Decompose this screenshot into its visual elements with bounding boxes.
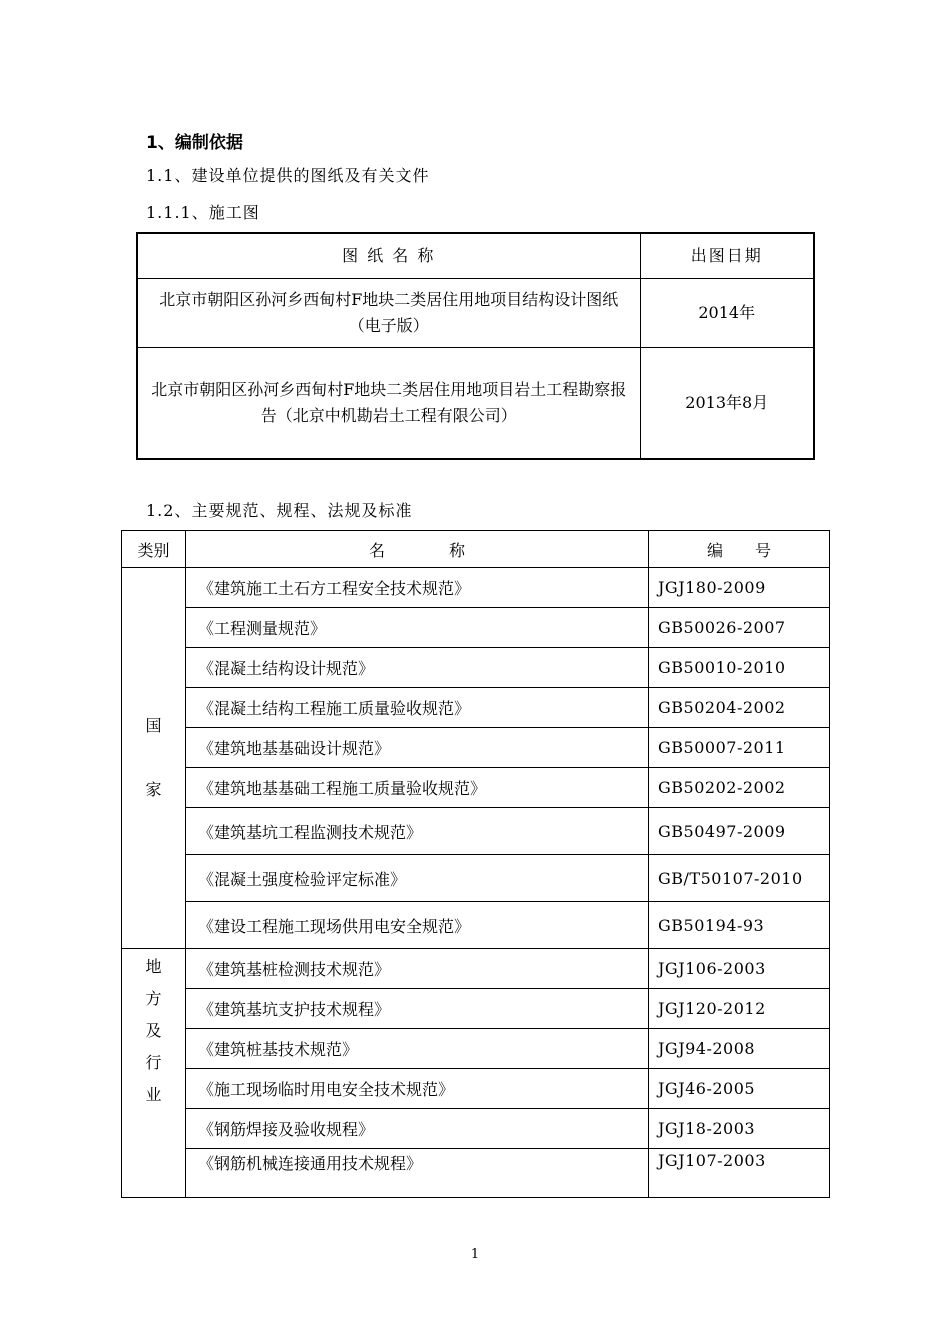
table-row bbox=[122, 608, 830, 648]
standard-code: GB50204-2002 bbox=[649, 688, 830, 728]
drawing-name: 北京市朝阳区孙河乡西甸村F地块二类居住用地项目岩土工程勘察报告（北京中机勘岩土工程有限公司） bbox=[137, 348, 640, 460]
standard-name: 《工程测量规范》 bbox=[186, 608, 649, 648]
standard-code: GB/T50107-2010 bbox=[649, 855, 830, 902]
subsection-heading: 1.1、建设单位提供的图纸及有关文件 bbox=[146, 166, 430, 185]
standard-name: 《建筑施工土石方工程安全技术规范》 bbox=[186, 568, 649, 608]
standard-code: JGJ46-2005 bbox=[649, 1069, 830, 1109]
category-cell bbox=[122, 568, 186, 949]
drawings-table bbox=[136, 232, 815, 460]
standard-name: 《钢筋机械连接通用技术规程》 bbox=[186, 1149, 649, 1198]
standard-code: GB50497-2009 bbox=[649, 808, 830, 855]
table-row bbox=[122, 688, 830, 728]
subsection-heading: 1.2、主要规范、规程、法规及标准 bbox=[146, 501, 413, 520]
standard-code: GB50202-2002 bbox=[649, 768, 830, 808]
category-label: 国 家 bbox=[145, 716, 162, 799]
standard-code: GB50007-2011 bbox=[649, 728, 830, 768]
standard-name: 《混凝土结构工程施工质量验收规范》 bbox=[186, 688, 649, 728]
code-header: 编 号 bbox=[649, 531, 830, 568]
table-row bbox=[122, 568, 830, 608]
table-row bbox=[122, 1069, 830, 1109]
standard-name: 《建筑基桩检测技术规范》 bbox=[186, 949, 649, 989]
standard-code: JGJ120-2012 bbox=[649, 989, 830, 1029]
standard-name: 《钢筋焊接及验收规程》 bbox=[186, 1109, 649, 1149]
standard-name: 《建筑基坑支护技术规程》 bbox=[186, 989, 649, 1029]
table-row bbox=[122, 989, 830, 1029]
standard-name: 《建筑桩基技术规范》 bbox=[186, 1029, 649, 1069]
drawing-name-header: 图 纸 名 称 bbox=[137, 233, 640, 279]
drawing-date-header: 出图日期 bbox=[640, 233, 814, 279]
standard-name: 《建设工程施工现场供用电安全规范》 bbox=[186, 902, 649, 949]
standard-name: 《建筑地基基础设计规范》 bbox=[186, 728, 649, 768]
table-row bbox=[122, 855, 830, 902]
standard-code: JGJ106-2003 bbox=[649, 949, 830, 989]
category-header: 类别 bbox=[122, 531, 186, 568]
category-label: 地 方 及 行 业 bbox=[145, 957, 162, 1104]
standards-table bbox=[121, 530, 830, 1198]
table-row bbox=[122, 1109, 830, 1149]
standard-code: GB50010-2010 bbox=[649, 648, 830, 688]
subsubsection-heading: 1.1.1、施工图 bbox=[146, 203, 260, 222]
table-row bbox=[122, 949, 830, 989]
table-row bbox=[122, 808, 830, 855]
table-row bbox=[122, 648, 830, 688]
page-number: 1 bbox=[470, 1247, 480, 1262]
table-row bbox=[122, 768, 830, 808]
table-row bbox=[137, 279, 814, 348]
standard-code: GB50194-93 bbox=[649, 902, 830, 949]
name-header: 名 称 bbox=[186, 531, 649, 568]
standard-name: 《建筑地基基础工程施工质量验收规范》 bbox=[186, 768, 649, 808]
standard-name: 《施工现场临时用电安全技术规范》 bbox=[186, 1069, 649, 1109]
table-row bbox=[122, 1149, 830, 1198]
drawing-date: 2013年8月 bbox=[640, 348, 814, 460]
category-cell bbox=[122, 949, 186, 1198]
standard-code: JGJ94-2008 bbox=[649, 1029, 830, 1069]
table-row bbox=[122, 1029, 830, 1069]
table-row bbox=[122, 728, 830, 768]
standard-code: JGJ107-2003 bbox=[649, 1149, 830, 1198]
standard-code: GB50026-2007 bbox=[649, 608, 830, 648]
drawing-date: 2014年 bbox=[640, 279, 814, 348]
standard-name: 《建筑基坑工程监测技术规范》 bbox=[186, 808, 649, 855]
standard-code: JGJ18-2003 bbox=[649, 1109, 830, 1149]
section-heading: 1、编制依据 bbox=[146, 133, 243, 153]
table-row bbox=[137, 348, 814, 460]
table-row bbox=[122, 902, 830, 949]
standard-name: 《混凝土结构设计规范》 bbox=[186, 648, 649, 688]
standard-code: JGJ180-2009 bbox=[649, 568, 830, 608]
standard-name: 《混凝土强度检验评定标准》 bbox=[186, 855, 649, 902]
drawing-name: 北京市朝阳区孙河乡西甸村F地块二类居住用地项目结构设计图纸（电子版） bbox=[137, 279, 640, 348]
